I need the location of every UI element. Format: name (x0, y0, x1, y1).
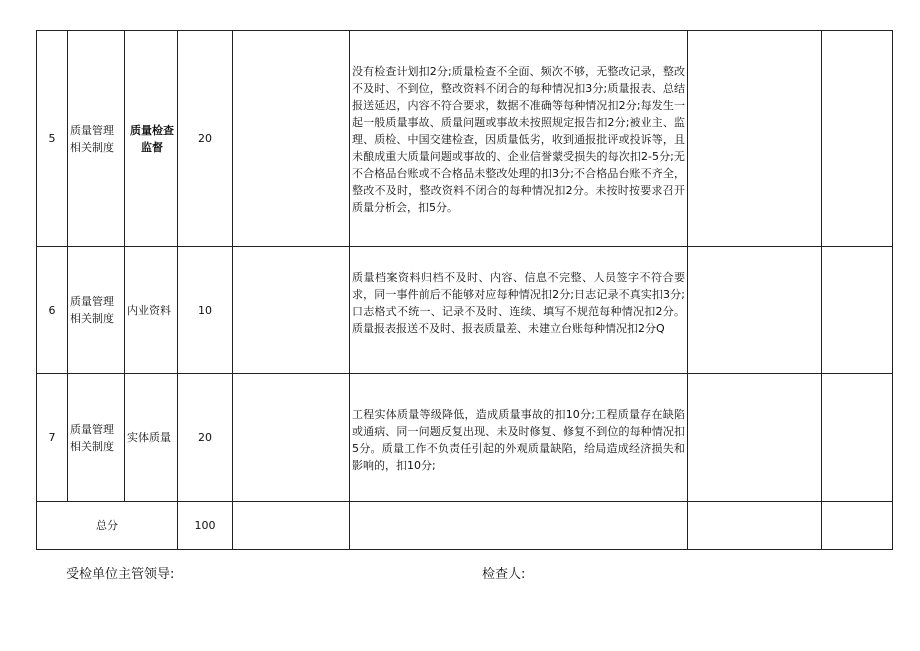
row-description: 质量档案资料归档不及时、内容、信息不完整、人员签字不符合要求，同一事件前后不能够对应每种情况扣2分;日志记录不真实扣3分;口志格式不统一、记录不及时、连续、填写不规范每种情况扣2分。质量报表报送不及时、报表质量差、未建立台账每种情况扣2分Q (350, 247, 688, 374)
row-blank-cell (233, 502, 350, 550)
total-score: 100 (178, 502, 233, 550)
row-item: 质量检查监督 (125, 31, 178, 247)
row-blank-cell (233, 31, 350, 247)
row-blank-cell (350, 502, 688, 550)
row-score: 20 (178, 31, 233, 247)
table-row (37, 247, 893, 374)
row-blank-cell (822, 31, 893, 247)
row-item: 实体质量 (125, 374, 178, 502)
total-row (37, 502, 893, 550)
table-row (37, 374, 893, 502)
total-label: 总分 (37, 502, 178, 550)
row-category: 质量管理相关制度 (68, 374, 125, 502)
row-description: 没有检查计划扣2分;质量检查不全面、频次不够，无整改记录，整改不及时、不到位，整改资料不闭合的每种情况扣3分;质量报表、总结报送延迟，内容不符合要求，数据不准确等每种情况扣2分;每发生一起一般质量事故、质量问题或事故未按照规定报告扣2分;被业主、监理、质检、中国交建检查，因质量低劣，收到通报批评或投诉等，且未酿成重大质量问题或事故的、企业信誉蒙受损失的每次扣2-5分;无不合格品台账或不合格品未整改处理的扣3分;不合格品台账不齐全，整改不及时，整改资料不闭合的每种情况扣2分。未按时按要求召开质量分析会，扣5分。 (350, 31, 688, 247)
inspection-score-table (36, 30, 893, 550)
row-number: 7 (37, 374, 68, 502)
inspector-signature-label: 检查人: (482, 567, 526, 582)
row-blank-cell (822, 374, 893, 502)
row-blank-cell (688, 247, 822, 374)
row-item: 内业资料 (125, 247, 178, 374)
row-blank-cell (233, 374, 350, 502)
row-blank-cell (688, 502, 822, 550)
row-blank-cell (822, 247, 893, 374)
row-category: 质量管理相关制度 (68, 247, 125, 374)
row-score: 20 (178, 374, 233, 502)
row-number: 5 (37, 31, 68, 247)
row-blank-cell (688, 374, 822, 502)
row-score: 10 (178, 247, 233, 374)
row-blank-cell (688, 31, 822, 247)
row-blank-cell (233, 247, 350, 374)
table-row (37, 31, 893, 247)
row-blank-cell (822, 502, 893, 550)
supervisor-signature-label: 受检单位主管领导: (66, 567, 175, 582)
row-number: 6 (37, 247, 68, 374)
row-category: 质量管理相关制度 (68, 31, 125, 247)
row-description: 工程实体质量等级降低，造成质量事故的扣10分;工程质量存在缺陷或通病、同一问题反复出现、未及时修复、修复不到位的每种情况扣5分。质量工作不负责任引起的外观质量缺陷，给局造成经济损失和影响的，扣10分; (350, 374, 688, 502)
